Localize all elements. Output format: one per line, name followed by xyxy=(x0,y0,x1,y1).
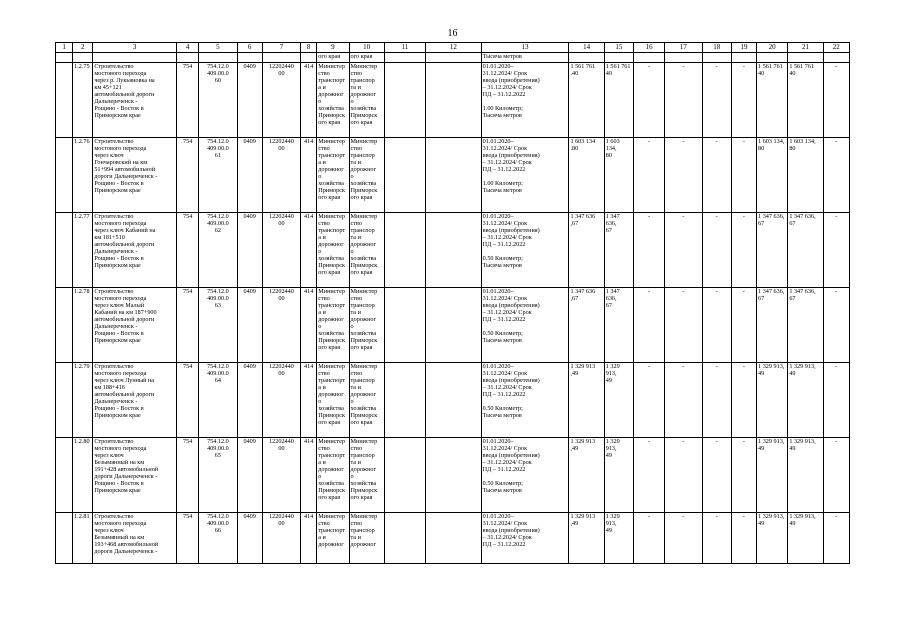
table-cell xyxy=(757,53,788,63)
table-cell: 1 561 761 .40 xyxy=(569,63,604,138)
table-cell: 12202440 00 xyxy=(262,288,300,363)
table-cell: 414 xyxy=(301,138,317,213)
table-cell xyxy=(384,513,425,564)
row-number: 1.2.76 xyxy=(73,138,93,213)
table-cell: - xyxy=(823,288,849,363)
object-name: Строительство мостового перехода через ключ Лунный на км 188+416 автомобильной дороги Дальнереченск - Рощино - Восток в Приморском крае xyxy=(93,363,177,438)
table-cell: Министер ство транспор та и дорожног xyxy=(349,513,384,564)
table-cell: - xyxy=(823,438,849,513)
table-row xyxy=(56,213,850,288)
table-cell: - xyxy=(702,363,731,438)
column-number-header: 19 xyxy=(731,43,756,53)
table-cell: - xyxy=(823,63,849,138)
table-row xyxy=(56,363,850,438)
column-number-header: 14 xyxy=(569,43,604,53)
table-cell: ого края xyxy=(349,53,384,63)
table-cell: 414 xyxy=(301,288,317,363)
table-cell xyxy=(56,53,73,63)
table-cell xyxy=(56,288,73,363)
table-row xyxy=(56,138,850,213)
table-cell xyxy=(384,363,425,438)
column-number-header: 5 xyxy=(199,43,237,53)
table-cell: 12202440 00 xyxy=(262,213,300,288)
table-cell xyxy=(426,288,481,363)
table-cell xyxy=(731,53,756,63)
table-cell: 1 347 636, 67 xyxy=(788,213,823,288)
table-cell: Министер ство транспорт а и дорожног о хозяйства Приморск ого края xyxy=(317,63,349,138)
table-cell: 1 329 913, 49 xyxy=(757,438,788,513)
table-cell xyxy=(384,213,425,288)
table-cell: Министер ство транспор та и дорожног о хозяйства Приморск ого края xyxy=(349,213,384,288)
table-cell xyxy=(384,53,425,63)
table-cell: - xyxy=(702,513,731,564)
table-cell: 414 xyxy=(301,363,317,438)
row-number: 1.2.80 xyxy=(73,438,93,513)
table-cell: - xyxy=(731,363,756,438)
table-cell: Министер ство транспор та и дорожног о хозяйства Приморск ого края xyxy=(349,363,384,438)
table-cell xyxy=(93,53,177,63)
table-cell: 1 329 913, 49 xyxy=(757,363,788,438)
header-row xyxy=(56,43,850,53)
row-number: 1.2.81 xyxy=(73,513,93,564)
table-cell: - xyxy=(665,63,702,138)
object-name: Строительство мостового перехода через ключ Безымянный на км 191+428 автомобильной дороги Дальнереченск - Рощино - Восток в Приморском крае xyxy=(93,438,177,513)
table-cell: - xyxy=(633,363,664,438)
table-cell: 414 xyxy=(301,513,317,564)
table-cell: - xyxy=(633,438,664,513)
budget-table xyxy=(55,42,850,564)
table-cell: 1 561 761 40 xyxy=(788,63,823,138)
continuation-row xyxy=(56,53,850,63)
table-cell xyxy=(384,138,425,213)
table-cell xyxy=(56,63,73,138)
table-cell xyxy=(237,53,262,63)
table-cell: - xyxy=(702,438,731,513)
column-number-header: 16 xyxy=(633,43,664,53)
table-cell: 1 329 913, 49 xyxy=(604,513,633,564)
table-row xyxy=(56,513,850,564)
table-cell xyxy=(56,438,73,513)
table-cell: - xyxy=(665,288,702,363)
table-cell xyxy=(426,363,481,438)
column-number-header: 13 xyxy=(481,43,569,53)
table-cell: 1 561 761 40 xyxy=(604,63,633,138)
table-cell: 0409 xyxy=(237,63,262,138)
column-number-header: 1 xyxy=(56,43,73,53)
table-cell: 1 329 913, 49 xyxy=(604,438,633,513)
table-cell: 0409 xyxy=(237,213,262,288)
column-number-header: 12 xyxy=(426,43,481,53)
table-cell: 754 xyxy=(177,63,199,138)
table-cell xyxy=(569,53,604,63)
table-cell: 754 xyxy=(177,213,199,288)
table-cell xyxy=(788,53,823,63)
table-cell: - xyxy=(731,63,756,138)
column-number-header: 10 xyxy=(349,43,384,53)
table-cell xyxy=(702,53,731,63)
row-number: 1.2.78 xyxy=(73,288,93,363)
table-cell xyxy=(301,53,317,63)
table-cell: 754.12.0 409.00.0 62 xyxy=(199,213,237,288)
table-cell: 754.12.0 409.00.0 66 xyxy=(199,513,237,564)
table-cell: Министер ство транспорт а и дорожног о хозяйства Приморск ого края xyxy=(317,288,349,363)
page-number: 16 xyxy=(447,28,458,39)
object-name: Строительство мостового перехода через ключ Малый Кабаний на км 187+900 автомобильной дороги Дальнереченск - Рощино - Восток в Приморском крае xyxy=(93,288,177,363)
table-cell: 1 329 913, 49 xyxy=(604,363,633,438)
table-cell: 01.01.2020– 31.12.2024/ Срок ввода (приобретения) – 31.12.2024/ Срок ПД – 31.12.2022 1.00 Километр; Тысяча метров xyxy=(481,138,569,213)
table-cell: 1 329 913 ,49 xyxy=(569,438,604,513)
column-number-header: 17 xyxy=(665,43,702,53)
table-cell: 1 347 636, 67 xyxy=(604,213,633,288)
table-row xyxy=(56,288,850,363)
object-name: Строительство мостового перехода через ключ Безымянный на км 193+468 автомобильной дороги Дальнереченск - xyxy=(93,513,177,564)
column-number-header: 7 xyxy=(262,43,300,53)
table-cell: 1 329 913, 49 xyxy=(788,513,823,564)
object-name: Строительство мостового перехода через ключ Гончаровский на км 51+994 автомобильной дороги Дальнереченск - Рощино - Восток в Приморском крае xyxy=(93,138,177,213)
table-cell: 754 xyxy=(177,138,199,213)
table-cell: 01.01.2020– 31.12.2024/ Срок ввода (приобретения) – 31.12.2024/ Срок ПД – 31.12.2022 xyxy=(481,513,569,564)
table-cell: Министер ство транспор та и дорожног о хозяйства Приморск ого края xyxy=(349,438,384,513)
table-cell xyxy=(426,513,481,564)
table-cell: Министер ство транспорт а и дорожног xyxy=(317,513,349,564)
column-number-header: 21 xyxy=(788,43,823,53)
table-cell: 1 561 761 40 xyxy=(757,63,788,138)
table-cell: 1 347 636, 67 xyxy=(788,288,823,363)
table-cell: 0409 xyxy=(237,363,262,438)
table-cell: 0409 xyxy=(237,288,262,363)
column-number-header: 6 xyxy=(237,43,262,53)
table-cell xyxy=(426,138,481,213)
row-number: 1.2.75 xyxy=(73,63,93,138)
table-cell: 12202440 00 xyxy=(262,513,300,564)
table-cell: - xyxy=(665,438,702,513)
table-cell: 1 329 913, 49 xyxy=(788,363,823,438)
table-row xyxy=(56,438,850,513)
table-cell xyxy=(384,438,425,513)
table-cell: - xyxy=(633,63,664,138)
table-cell: Министер ство транспор та и дорожног о хозяйства Приморск ого края xyxy=(349,138,384,213)
table-cell: - xyxy=(731,213,756,288)
table-cell: 1 603 134, 80 xyxy=(788,138,823,213)
table-cell: 1 347 636, 67 xyxy=(604,288,633,363)
table-cell xyxy=(199,53,237,63)
column-number-header: 15 xyxy=(604,43,633,53)
column-number-header: 20 xyxy=(757,43,788,53)
table-cell xyxy=(73,53,93,63)
table-cell: 1 329 913, 49 xyxy=(788,438,823,513)
table-cell: 01.01.2020– 31.12.2024/ Срок ввода (приобретения) – 31.12.2024/ Срок ПД – 31.12.2022 0.50 Километр; Тысяча метров xyxy=(481,288,569,363)
table-cell: - xyxy=(823,138,849,213)
table-cell: Министер ство транспор та и дорожног о хозяйства Приморск ого края xyxy=(349,288,384,363)
table-cell: 12202440 00 xyxy=(262,138,300,213)
table-cell: 754.12.0 409.00.0 63 xyxy=(199,288,237,363)
table-cell: - xyxy=(702,288,731,363)
table-cell xyxy=(426,53,481,63)
table-cell: - xyxy=(823,363,849,438)
row-number: 1.2.77 xyxy=(73,213,93,288)
table-cell: 1 603 134, 80 xyxy=(604,138,633,213)
column-number-header: 2 xyxy=(73,43,93,53)
table-cell: 01.01.2020– 31.12.2024/ Срок ввода (приобретения) – 31.12.2024/ Срок ПД – 31.12.2022 0.50 Километр; Тысяча метров xyxy=(481,438,569,513)
table-row xyxy=(56,63,850,138)
table-cell: - xyxy=(633,213,664,288)
table-cell: - xyxy=(731,138,756,213)
object-name: Строительство мостового перехода через ключ Кабаний на км 181+510 автомобильной дороги Дальнереченск - Рощино - Восток в Приморском крае xyxy=(93,213,177,288)
column-number-header: 18 xyxy=(702,43,731,53)
table-cell: - xyxy=(702,138,731,213)
table-cell xyxy=(384,288,425,363)
table-cell: 1 347 636, 67 xyxy=(757,288,788,363)
table-cell xyxy=(633,53,664,63)
table-cell: 0409 xyxy=(237,513,262,564)
table-cell: - xyxy=(665,363,702,438)
table-cell: 01.01.2020– 31.12.2024/ Срок ввода (приобретения) – 31.12.2024/ Срок ПД – 31.12.2022 0.50 Километр; Тысяча метров xyxy=(481,363,569,438)
table-cell xyxy=(426,438,481,513)
table-cell: - xyxy=(702,63,731,138)
table-cell: 1 329 913 ,49 xyxy=(569,363,604,438)
table-cell: 1 347 636, 67 xyxy=(757,213,788,288)
table-cell: - xyxy=(823,213,849,288)
table-cell xyxy=(262,53,300,63)
table-cell xyxy=(665,53,702,63)
table-cell: 12202440 00 xyxy=(262,363,300,438)
table-cell: 754.12.0 409.00.0 65 xyxy=(199,438,237,513)
table-cell: - xyxy=(731,513,756,564)
table-cell: 754 xyxy=(177,288,199,363)
table-cell: 1 603 134 .80 xyxy=(569,138,604,213)
table-cell xyxy=(56,138,73,213)
table-cell: 1 347 636 ,67 xyxy=(569,288,604,363)
table-cell: 1 347 636 ,67 xyxy=(569,213,604,288)
table-cell: - xyxy=(731,288,756,363)
table-cell: - xyxy=(665,138,702,213)
table-cell: - xyxy=(633,138,664,213)
table-cell: - xyxy=(731,438,756,513)
table-cell: 754.12.0 409.00.0 61 xyxy=(199,138,237,213)
table-cell xyxy=(384,63,425,138)
column-number-header: 11 xyxy=(384,43,425,53)
table-cell xyxy=(56,363,73,438)
table-cell: ого края xyxy=(317,53,349,63)
table-cell: 754 xyxy=(177,513,199,564)
table-cell: Министер ство транспорт а и дорожног о хозяйства Приморск ого края xyxy=(317,363,349,438)
table-cell: 1 603 134, 80 xyxy=(757,138,788,213)
table-cell: 01.01.2020– 31.12.2024/ Срок ввода (приобретения) – 31.12.2024/ Срок ПД – 31.12.2022 1.00 Километр; Тысяча метров xyxy=(481,63,569,138)
table-cell: 414 xyxy=(301,438,317,513)
table-cell: 0409 xyxy=(237,138,262,213)
table-cell: Тысяча метров xyxy=(481,53,569,63)
table-cell xyxy=(56,513,73,564)
table-cell: 754.12.0 409.00.0 60 xyxy=(199,63,237,138)
table-cell: 1 329 913 ,49 xyxy=(569,513,604,564)
table-cell: Министер ство транспорт а и дорожног о хозяйства Приморск ого края xyxy=(317,438,349,513)
table-cell: - xyxy=(633,513,664,564)
table-cell xyxy=(177,53,199,63)
column-number-header: 3 xyxy=(93,43,177,53)
table-cell xyxy=(604,53,633,63)
table-cell: 1 329 913, 49 xyxy=(757,513,788,564)
object-name: Строительство мостового перехода через р. Лукьяновка на км 45+121 автомобильной дороги Дальнереченск - Рощино - Восток в Приморском крае xyxy=(93,63,177,138)
table-cell: Министер ство транспор та и дорожног о хозяйства Приморск ого края xyxy=(349,63,384,138)
table-cell: - xyxy=(823,513,849,564)
table-cell: 12202440 00 xyxy=(262,438,300,513)
table-cell: 01.01.2020– 31.12.2024/ Срок ввода (приобретения) – 31.12.2024/ Срок ПД – 31.12.2022 0.50 Километр; Тысяча метров xyxy=(481,213,569,288)
table-cell: 754 xyxy=(177,438,199,513)
table-cell: 0409 xyxy=(237,438,262,513)
table-cell: 414 xyxy=(301,213,317,288)
table-cell xyxy=(823,53,849,63)
column-number-header: 9 xyxy=(317,43,349,53)
column-number-header: 8 xyxy=(301,43,317,53)
table-cell: Министер ство транспорт а и дорожног о хозяйства Приморск ого края xyxy=(317,213,349,288)
table-cell: - xyxy=(665,213,702,288)
table-cell: 414 xyxy=(301,63,317,138)
table-cell: - xyxy=(633,288,664,363)
table-cell: - xyxy=(665,513,702,564)
row-number: 1.2.79 xyxy=(73,363,93,438)
table-cell: - xyxy=(702,213,731,288)
table-cell: 754.12.0 409.00.0 64 xyxy=(199,363,237,438)
column-number-header: 4 xyxy=(177,43,199,53)
table-cell xyxy=(426,213,481,288)
table-cell: 754 xyxy=(177,363,199,438)
column-number-header: 22 xyxy=(823,43,849,53)
table-cell: 12202440 00 xyxy=(262,63,300,138)
table-cell xyxy=(56,213,73,288)
table-cell: Министер ство транспорт а и дорожног о хозяйства Приморск ого края xyxy=(317,138,349,213)
table-cell xyxy=(426,63,481,138)
